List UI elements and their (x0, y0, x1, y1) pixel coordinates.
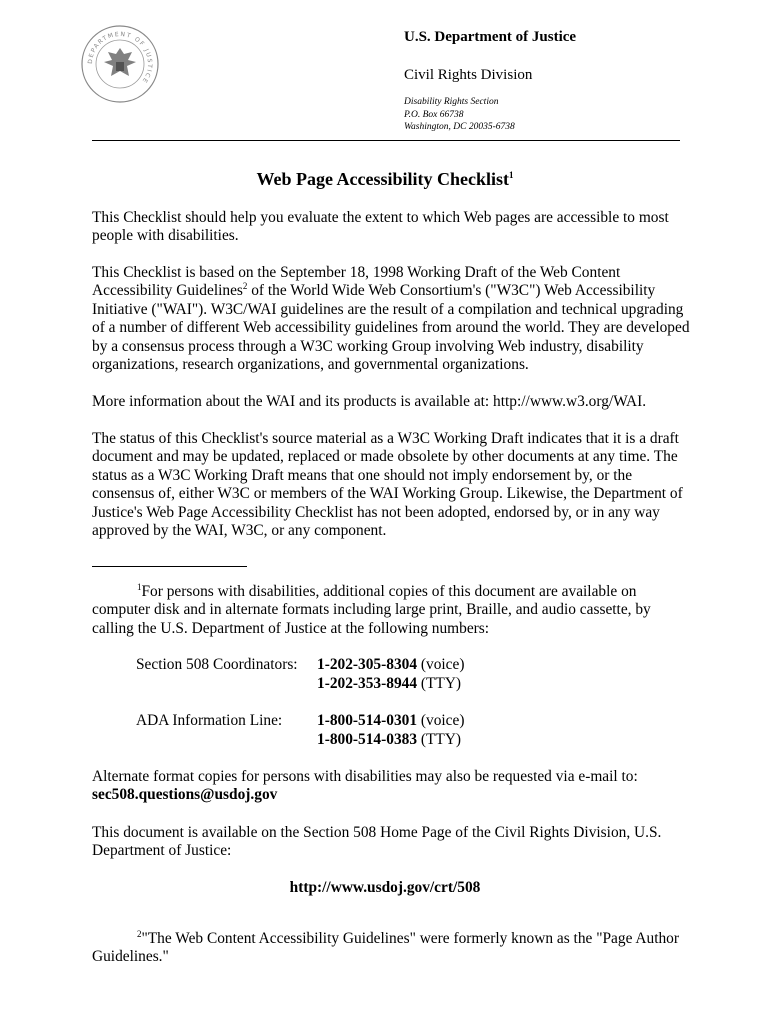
paragraph-basis: This Checklist is based on the September 18, 1998 Working Draft of the Web Content Accessibility Guidelines$^2$ of the World Wide Web Consortium's ("W3C") Web Accessibility Initiative ("WAI"). W3C/WAI guidelines are the result of a compilation and technical upgrading of a number of different Web accessibility guidelines from around the world. They are developed by a consensus process through a W3C working Group involving Web industry, disability organizations, research organizations, and governmental organizations. (92, 264, 690, 374)
footnote-mark: 1 (137, 582, 142, 592)
address-block (404, 96, 515, 134)
paragraph-intro: This Checklist should help you evaluate the extent to which Web pages are accessible to most people with disabilities. (92, 209, 669, 245)
footnote-ref: 2 (242, 281, 248, 292)
division-name: Civil Rights Division (404, 67, 533, 83)
footnote-1: $^1$For persons with disabilities, additional copies of this document are available on computer disk and in alternate formats including large print, Braille, and audio cassette, by calling the U.S. Department of Justice at the following numbers: (92, 582, 651, 637)
address-line: P.O. Box 66738 (404, 109, 464, 120)
department-name: U.S. Department of Justice (404, 29, 577, 45)
phone-line: 1-800-514-0301 (voice) (317, 712, 465, 729)
footnote-2: $^2$"The Web Content Accessibility Guidelines" were formerly known as the "Page Author Guidelines." (92, 929, 679, 966)
contact-label-ada: ADA Information Line: (136, 712, 283, 729)
email-address: sec508.questions@usdoj.gov (92, 786, 278, 804)
phone-line: 1-202-353-8944 (TTY) (317, 675, 462, 692)
header-divider (92, 140, 680, 141)
document-title: Web Page Accessibility Checklist$^1$ (256, 169, 514, 189)
availability-paragraph: This document is available on the Section 508 Home Page of the Civil Rights Division, U.S. Department of Justice: (92, 824, 662, 860)
section-508-url: http://www.usdoj.gov/crt/508 (289, 879, 481, 896)
seal-text: DEPARTMENT OF JUSTICE (86, 30, 154, 85)
contact-label-508: Section 508 Coordinators: (136, 656, 298, 673)
footnote-mark: 2 (137, 929, 142, 939)
paragraph-status: The status of this Checklist's source material as a W3C Working Draft indicates that it is a draft document and may be updated, replaced or made obsolete by other documents at any time. The status as a W3C Working Draft means that one should not imply endorsement by, or the consensus of, either W3C or members of the WAI Working Group. Likewise, the Department of Justice's Web Page Accessibility Checklist has not been adopted, endorsed by, or in any way approved by the WAI, W3C, or any component. (92, 430, 683, 540)
eagle-icon (104, 48, 136, 76)
address-line: Washington, DC 20035-6738 (404, 122, 515, 132)
doj-seal (80, 24, 160, 104)
paragraph-more-info: More information about the WAI and its products is available at: http://www.w3.org/WAI. (92, 393, 647, 410)
footnote-divider (92, 566, 247, 567)
address-line: Disability Rights Section (404, 97, 499, 107)
title-footnote-mark: 1 (508, 170, 514, 180)
email-paragraph: Alternate format copies for persons with disabilities may also be requested via e-mail to: sec508.questions@usdoj.gov (92, 768, 638, 804)
phone-line: 1-800-514-0383 (TTY) (317, 731, 462, 748)
phone-line: 1-202-305-8304 (voice) (317, 656, 465, 673)
